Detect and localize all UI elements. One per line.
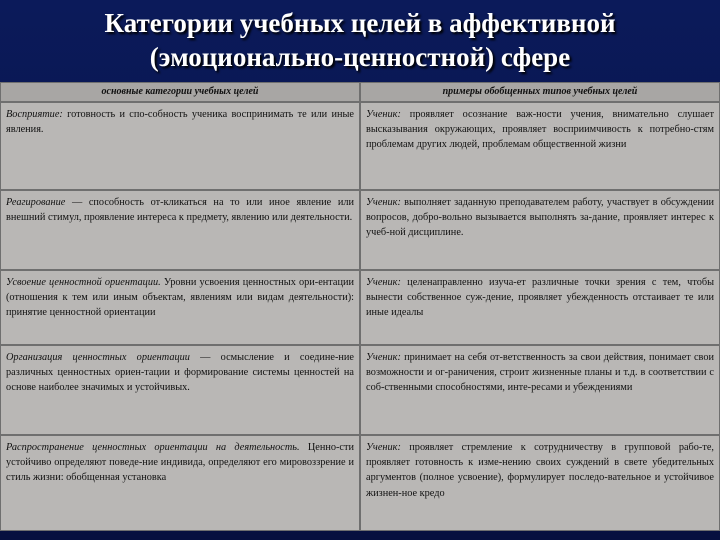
category-desc: Ценно-сти устойчиво определяют поведе-ние индивида, определяют его мировоззрение и стиль жизни: обобщенная установка [6, 442, 355, 484]
example-label: Ученик: [366, 277, 401, 288]
table-row [0, 435, 720, 531]
category-term: Распространение ценностных ориентации на деятельность. [6, 442, 300, 453]
title-line-2: (эмоционально-ценностной) сфере [149, 42, 571, 72]
category-desc: — способность от-кликаться на то или иное явление или внешний стимул, проявление интереса к предмету, явлению или деятельности. [6, 197, 354, 224]
category-desc: готовность и спо-собность ученика воспринимать те или иные явления. [6, 109, 354, 136]
category-desc: — осмысление и соедине-ние различных ценностных ориен-тации и формирование системы ценностей на основе наиболее значимых и устойчивых. [6, 352, 354, 394]
example-text: проявляет стремление к сотрудничеству в групповой рабо-те, проявляет готовность к изме-нению своих суждений в свете убедительных аргументов (полное усвоение), формулирует последо-вательное и устойчивое жизнен-ное кредо [366, 442, 714, 499]
example-cell [360, 435, 720, 531]
example-text: проявляет осознание важ-ности учения, внимательно слушает высказывания окружающих, проявляет восприимчивость к потребно-стям проблемам других людей, проблемам общественной жизни [366, 109, 714, 151]
category-cell [0, 435, 360, 531]
example-cell [360, 190, 720, 270]
category-term: Усвоение ценностной ориентации. [6, 277, 161, 288]
table-row [0, 345, 720, 435]
table-row [0, 270, 720, 345]
example-label: Ученик: [366, 109, 401, 120]
category-term: Восприятие: [6, 109, 63, 120]
title-line-1: Категории учебных целей в аффективной [104, 8, 616, 38]
table-row [0, 190, 720, 270]
example-text: выполняет заданную преподавателем работу, участвует в обсуждении вопросов, добро-вольно вызывается выполнять за-дание, проявляет интерес к учеб-ной дисциплине. [366, 197, 714, 239]
category-cell [0, 270, 360, 345]
category-cell [0, 190, 360, 270]
page-title [0, 6, 720, 74]
goals-table [0, 82, 720, 531]
example-label: Ученик: [366, 442, 401, 453]
example-text: целенаправленно изуча-ет различные точки зрения с тем, чтобы вынести собственное суж-дение, проявляет убежденность отстаивает те или иные идеалы [366, 277, 714, 319]
example-cell [360, 345, 720, 435]
category-cell [0, 102, 360, 190]
table-header-row [0, 82, 720, 102]
header-examples: примеры обобщенных типов учебных целей [360, 82, 720, 102]
table-row [0, 102, 720, 190]
header-categories: основные категории учебных целей [0, 82, 360, 102]
example-cell [360, 270, 720, 345]
category-term: Реагирование [6, 197, 66, 208]
category-term: Организация ценностных ориентации [6, 352, 190, 363]
example-label: Ученик: [366, 352, 401, 363]
category-desc: Уровни усвоения ценностных ори-ентации (отношения к тем или иным объектам, явлениям или видам деятельности): принятие ценностной ориентации [6, 277, 355, 319]
example-cell [360, 102, 720, 190]
example-text: принимает на себя от-ветственность за свои действия, понимает свои возможности и ог-раничения, строит жизненные планы и т.д. в соответствии с соб-ственными способностями, инте-ресами и убеждениями [366, 352, 714, 394]
example-label: Ученик: [366, 197, 401, 208]
category-cell [0, 345, 360, 435]
